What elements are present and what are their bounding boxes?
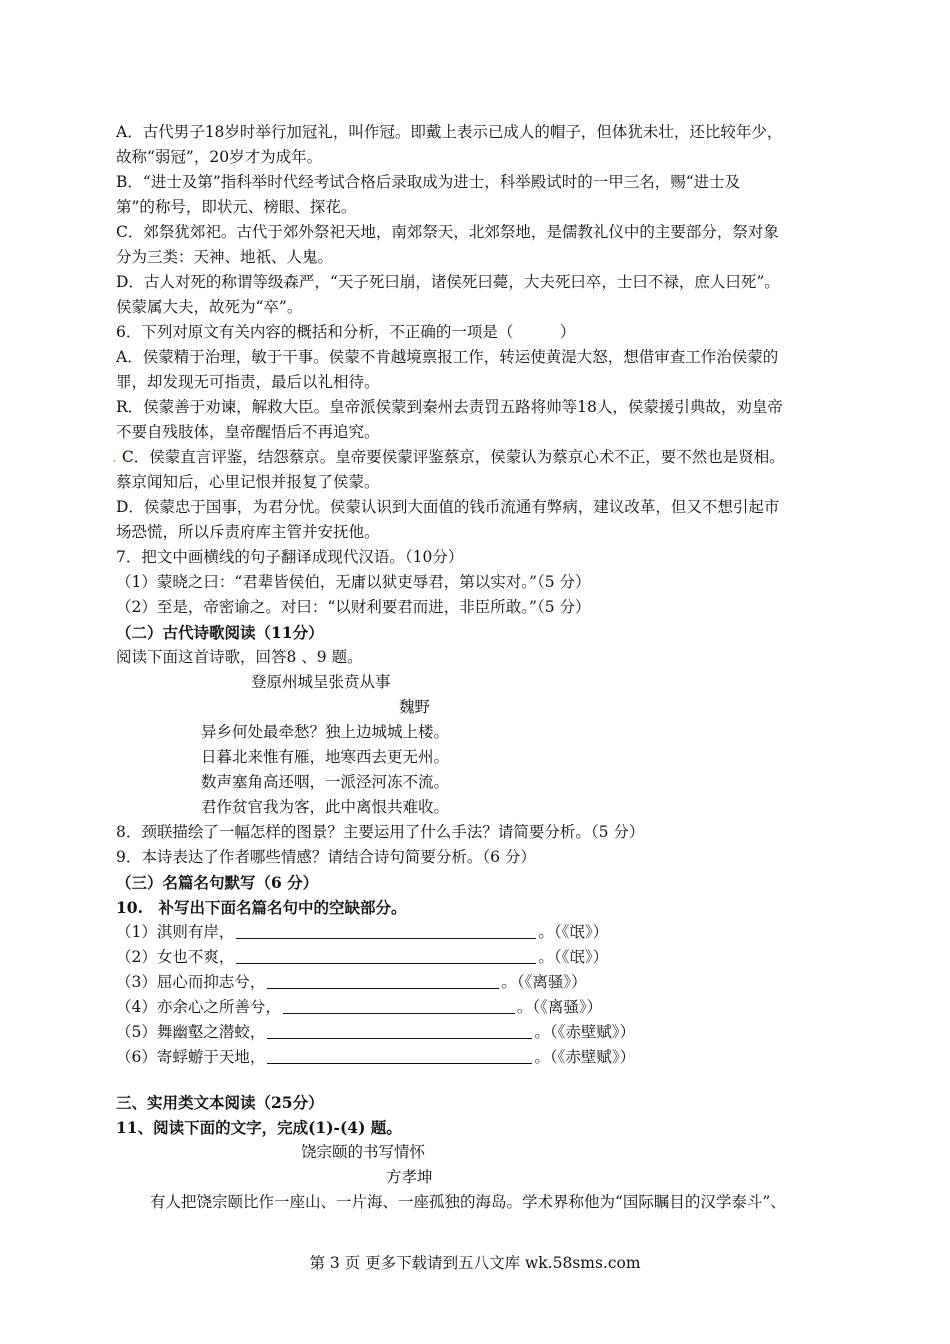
question-7-1: （1）蒙晓之曰：“君辈皆侯伯，无庸以狱吏辱君，第以实对。”（5 分） <box>116 573 591 591</box>
text-line: 第”的称号，即状元、榜眼、探花。 <box>116 198 357 216</box>
text-line: A．古代男子18岁时举行加冠礼，叫作冠。即戴上表示已成人的帽子，但体犹未壮，还比较年少， <box>116 123 783 141</box>
fill-blank[interactable] <box>267 972 499 989</box>
fill-blank[interactable] <box>236 947 536 964</box>
fill-prefix: （2）女也不爽， <box>116 948 235 966</box>
poem-author: 魏野 <box>399 698 431 716</box>
option-c <box>112 445 856 470</box>
fill-suffix: 。（《离骚》） <box>501 973 587 991</box>
spacer <box>116 1070 856 1090</box>
option-c-text: C．侯蒙直言评鉴，结怨蔡京。皇帝要侯蒙评鉴蔡京，侯蒙认为蔡京心术不正，要不然也是贤相。 <box>121 448 785 466</box>
question-10: 10. 补写出下面名篇名句中的空缺部分。 <box>116 898 407 917</box>
fill-blank[interactable] <box>267 1047 532 1064</box>
text-line: 不要自残肢体，皇帝醒悟后不再追究。 <box>116 423 380 441</box>
fill-suffix: 。（《氓》） <box>538 923 609 941</box>
text-line: 分为三类：天神、地祇、人鬼。 <box>116 248 334 266</box>
fill-blank[interactable] <box>267 1022 532 1039</box>
fill-blank[interactable] <box>283 997 515 1014</box>
question-11: 11、阅读下面的文字，完成(1)-(4) 题。 <box>116 1118 402 1137</box>
option-b: R．侯蒙善于劝谏，解救大臣。皇帝派侯蒙到秦州去责罚五路将帅等18人，侯蒙援引典故，劝皇帝 <box>116 398 783 416</box>
fill-item <box>116 1045 856 1070</box>
text-line: D．古人对死的称谓等级森严，“天子死曰崩，诸侯死曰薨，大夫死曰卒，士曰不禄，庶人曰死”。 <box>116 273 780 291</box>
text-line: 故称“弱冠”，20岁才为成年。 <box>116 148 323 166</box>
text-line: B．“进士及第”指科举时代经考试合格后录取成为进士，科举殿试时的一甲三名，赐“进士及 <box>116 173 741 191</box>
fill-item <box>116 920 856 945</box>
question-8: 8．颈联描绘了一幅怎样的图景？主要运用了什么手法？请简要分析。（5 分） <box>116 823 645 841</box>
question-9: 9．本诗表达了作者哪些情感？请结合诗句简要分析。（6 分） <box>116 848 536 866</box>
article-paragraph: 有人把饶宗颐比作一座山、一片海、一座孤独的海岛。学术界称他为“国际瞩目的汉学泰斗”、 <box>150 1193 786 1211</box>
fill-suffix: 。（《赤壁赋》） <box>534 1023 636 1041</box>
text-line: 罪，却发现无可指责，最后以礼相待。 <box>116 373 380 391</box>
fill-item <box>116 1020 856 1045</box>
option-a: A．侯蒙精于治理，敏于干事。侯蒙不肯越境禀报工作，转运使黄湜大怒，想借审查工作治侯蒙的 <box>116 348 779 366</box>
stray-dot: . <box>112 448 117 466</box>
section-2-intro: 阅读下面这首诗歌，回答8 、9 题。 <box>116 648 363 666</box>
poem-title: 登原州城呈张贲从事 <box>251 673 391 691</box>
option-d: D．侯蒙忠于国事，为君分忧。侯蒙认识到大面值的钱币流通有弊病，建议改革，但又不想引起市 <box>116 498 780 516</box>
fill-suffix: 。（《赤壁赋》） <box>534 1048 636 1066</box>
question-7: 7．把文中画横线的句子翻译成现代汉语。（10分） <box>116 548 464 566</box>
fill-prefix: （5）舞幽壑之潜蛟， <box>116 1023 266 1041</box>
poem-line: 君作贫官我为客，此中离恨共难收。 <box>201 798 450 816</box>
text-line: C．郊祭犹郊祀。古代于郊外祭祀天地，南郊祭天，北郊祭地，是儒教礼仪中的主要部分，祭对象 <box>116 223 779 241</box>
fill-item <box>116 995 856 1020</box>
fill-item <box>116 970 856 995</box>
part-3-title: 三、实用类文本阅读（25分） <box>116 1093 324 1112</box>
document-body <box>112 120 856 1215</box>
question-7-2: （2）至是，帝密谕之。对曰：“以财利要君而进，非臣所敢。”（5 分） <box>116 598 591 616</box>
question-6: 6．下列对原文有关内容的概括和分析，不正确的一项是（ ） <box>116 323 576 341</box>
page-footer: 第 3 页 更多下载请到五八文库 wk.58sms.com <box>309 1254 641 1272</box>
fill-prefix: （3）屈心而抑志兮， <box>116 973 266 991</box>
fill-blank[interactable] <box>236 922 536 939</box>
text-line: 侯蒙属大夫，故死为“卒”。 <box>116 298 303 316</box>
article-author: 方孝坤 <box>386 1168 433 1186</box>
fill-item <box>116 945 856 970</box>
article-title: 饶宗颐的书写情怀 <box>301 1143 426 1161</box>
poem-line: 日暮北来惟有雁，地寒西去更无州。 <box>201 748 450 766</box>
fill-prefix: （1）淇则有岸， <box>116 923 235 941</box>
poem-line: 异乡何处最牵愁？独上边城城上楼。 <box>201 723 450 741</box>
fill-prefix: （6）寄蜉蝣于天地， <box>116 1048 266 1066</box>
poem-line: 数声塞角高还咽，一派泾河冻不流。 <box>201 773 450 791</box>
fill-suffix: 。（《氓》） <box>538 948 609 966</box>
text-line: 蔡京闻知后，心里记恨并报复了侯蒙。 <box>116 473 380 491</box>
section-2-title: （二）古代诗歌阅读（11分） <box>116 623 324 642</box>
text-line: 场恐慌，所以斥责府库主管并安抚他。 <box>116 523 380 541</box>
section-3-title: （三）名篇名句默写（6 分） <box>116 873 319 892</box>
fill-suffix: 。（《离骚》） <box>516 998 603 1016</box>
fill-prefix: （4）亦余心之所善兮， <box>116 998 281 1016</box>
